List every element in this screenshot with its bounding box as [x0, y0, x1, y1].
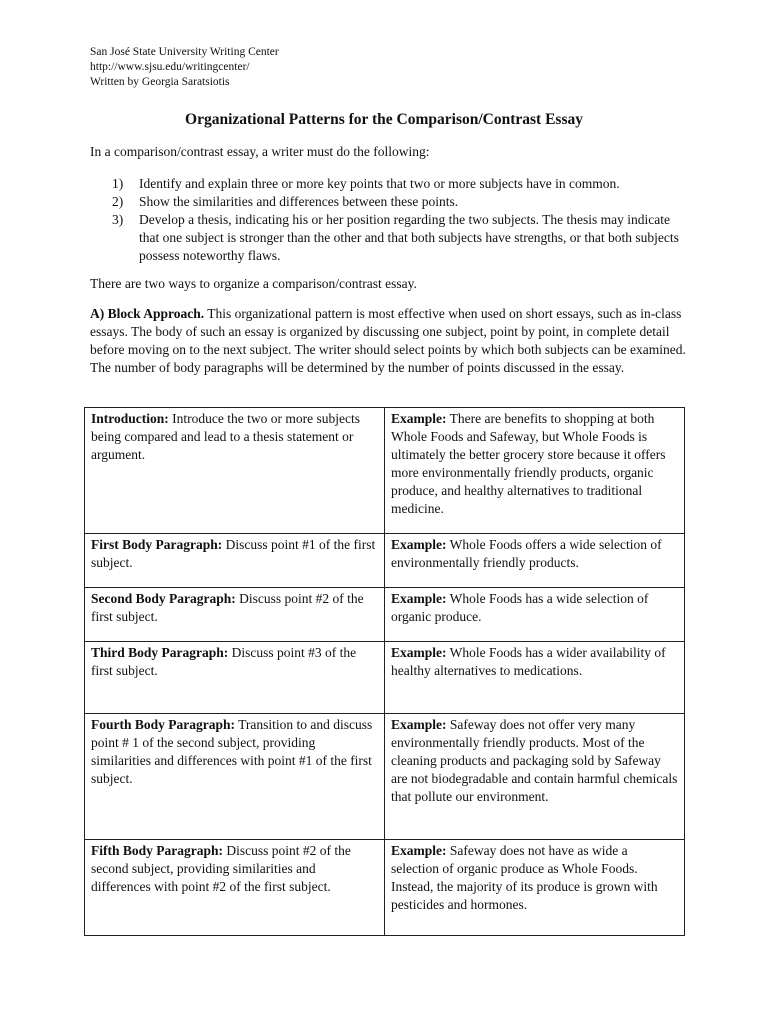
cell-label: Example: — [391, 537, 447, 552]
header-author: Written by Georgia Saratsiotis — [90, 76, 230, 88]
document-title: Organizational Patterns for the Comparison/Contrast Essay — [185, 111, 583, 128]
header-url: http://www.sjsu.edu/writingcenter/ — [90, 61, 250, 73]
block-approach-paragraph — [90, 305, 686, 377]
cell-text: Safeway does not have as wide a selection of organic produce as Whole Foods. Instead, the majority of its produce is grown with pesticides and hormones. — [391, 843, 658, 912]
table-cell-example — [385, 588, 685, 642]
cell-label: Example: — [391, 717, 447, 732]
list-item — [112, 193, 687, 211]
table-cell-example — [385, 534, 685, 588]
list-text: Identify and explain three or more key points that two or more subjects have in common. — [139, 176, 620, 191]
cell-text: There are benefits to shopping at both Whole Foods and Safeway, but Whole Foods is ultimately the better grocery store because it offers more environmentally friendly products, organic produce, and healthy alternatives to traditional medicine. — [391, 411, 666, 516]
cell-text: Discuss point #2 of the first subject. — [91, 591, 364, 624]
list-number: 2) — [112, 194, 124, 209]
table-cell-example — [385, 408, 685, 534]
cell-text: Introduce the two or more subjects being compared and lead to a thesis statement or argument. — [91, 411, 360, 462]
cell-text: Transition to and discuss point # 1 of the second subject, providing similarities and differences with point #1 of the first subject. — [91, 717, 373, 786]
requirements-list — [112, 175, 687, 265]
table-cell-section — [85, 408, 385, 534]
cell-label: Example: — [391, 645, 447, 660]
table-cell-section — [85, 714, 385, 840]
cell-label: Second Body Paragraph: — [91, 591, 236, 606]
cell-label: Example: — [391, 591, 447, 606]
header-institution: San José State University Writing Center — [90, 46, 279, 58]
cell-text: Safeway does not offer very many environmentally friendly products. Most of the cleaning products and packaging sold by Safeway are not biodegradable and contain harmful chemicals that pollute our environment. — [391, 717, 678, 804]
table-cell-section — [85, 534, 385, 588]
list-text: Show the similarities and differences between these points. — [139, 194, 459, 209]
cell-text: Whole Foods has a wider availability of healthy alternatives to medications. — [391, 645, 666, 678]
cell-text: Whole Foods has a wide selection of organic produce. — [391, 591, 649, 624]
cell-text: Whole Foods offers a wide selection of environmentally friendly products. — [391, 537, 662, 570]
cell-text: Discuss point #3 of the first subject. — [91, 645, 357, 678]
block-approach-label: A) Block Approach. — [90, 306, 205, 321]
cell-text: Discuss point #2 of the second subject, providing similarities and differences with point #2 of the first subject. — [91, 843, 351, 894]
list-text: Develop a thesis, indicating his or her position regarding the two subjects. The thesis may indicate that one subject is stronger than the other and that both subjects have strengths, or that both subjects possess noteworthy flaws. — [139, 212, 679, 263]
table-row — [85, 714, 685, 840]
document-header — [90, 45, 279, 90]
list-item — [112, 175, 687, 193]
table-row — [85, 642, 685, 714]
cell-label: First Body Paragraph: — [91, 537, 223, 552]
cell-label: Example: — [391, 843, 447, 858]
cell-label: Fifth Body Paragraph: — [91, 843, 224, 858]
list-number: 1) — [112, 176, 124, 191]
cell-text: Discuss point #1 of the first subject. — [91, 537, 376, 570]
list-number: 3) — [112, 212, 124, 227]
table-cell-section — [85, 642, 385, 714]
intro-paragraph: In a comparison/contrast essay, a writer must do the following: — [90, 144, 430, 159]
table-row — [85, 840, 685, 936]
table-row — [85, 408, 685, 534]
cell-label: Example: — [391, 411, 447, 426]
table-cell-section — [85, 588, 385, 642]
ways-paragraph: There are two ways to organize a comparison/contrast essay. — [90, 276, 417, 291]
cell-label: Introduction: — [91, 411, 169, 426]
table-cell-example — [385, 642, 685, 714]
table-cell-section — [85, 840, 385, 936]
table-row — [85, 534, 685, 588]
outline-table — [84, 407, 685, 936]
table-cell-example — [385, 840, 685, 936]
list-item — [112, 211, 687, 265]
cell-label: Fourth Body Paragraph: — [91, 717, 236, 732]
cell-label: Third Body Paragraph: — [91, 645, 229, 660]
table-row — [85, 588, 685, 642]
table-cell-example — [385, 714, 685, 840]
block-approach-text: This organizational pattern is most effective when used on short essays, such as in-class essays. The body of such an essay is organized by discussing one subject, point by point, in complete detail before moving on to the next subject. The writer should select points by which both subjects can be examined. The number of body paragraphs will be determined by the number of points discussed in the essay. — [90, 306, 686, 375]
